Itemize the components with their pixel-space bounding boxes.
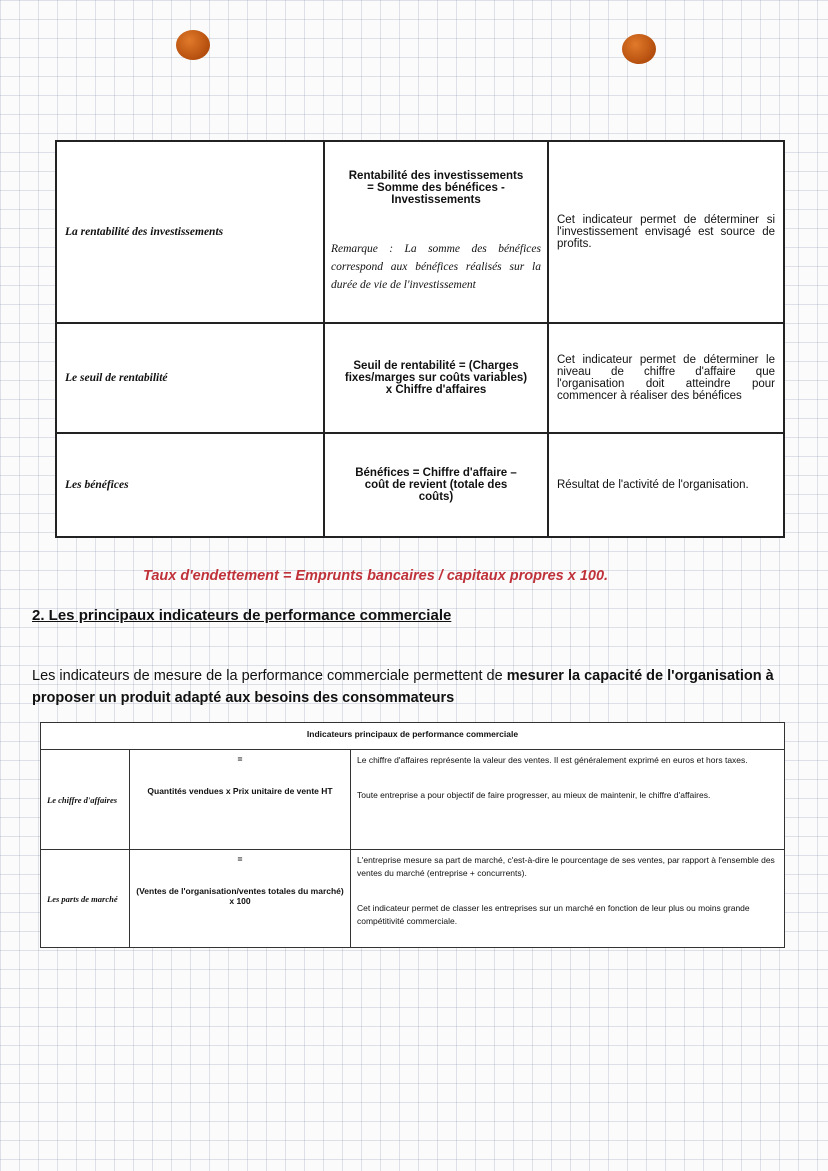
formula-text: (Ventes de l'organisation/ventes totales du marché) x 100 — [136, 886, 344, 906]
formula-text: Quantités vendues x Prix unitaire de vente HT — [147, 786, 333, 796]
indicator-name: Le seuil de rentabilité — [56, 323, 324, 433]
remark-text: Remarque : La somme des bénéfices correspond aux bénéfices réalisés sur la durée de vie de l'investissement — [331, 243, 541, 291]
section-title: 2. Les principaux indicateurs de performance commerciale — [32, 607, 452, 624]
indicator-description: Cet indicateur permet de déterminer si l'investissement envisagé est source de profits. — [548, 141, 784, 323]
indicators-table — [55, 140, 785, 538]
description-text: Cet indicateur permet de classer les entreprises sur un marché en fonction de leur plus ou moins grande compétitivité commerciale. — [357, 903, 750, 926]
description-text: L'entreprise mesure sa part de marché, c'est-à-dire le pourcentage de ses ventes, par rapport à l'ensemble des ventes du marché (entreprise + concurrents). — [357, 855, 775, 878]
table-row — [56, 141, 784, 323]
indicator-name: Les parts de marché — [41, 850, 130, 948]
formula-line: Rentabilité des investissements — [348, 170, 524, 182]
intro-paragraph — [32, 665, 802, 709]
formula-line: coût de revient (totale des — [364, 479, 508, 491]
formula-line: = Somme des bénéfices - — [367, 182, 505, 194]
indicator-description: Cet indicateur permet de déterminer le niveau de chiffre d'affaire que l'organisation doit atteindre pour commencer à réaliser des bénéfices — [548, 323, 784, 433]
pin-icon — [176, 30, 210, 60]
indicator-description: Résultat de l'activité de l'organisation. — [548, 433, 784, 537]
equals-sign: = — [237, 754, 243, 764]
table-header: Indicateurs principaux de performance commerciale — [41, 723, 785, 750]
formula-line: coûts) — [418, 491, 454, 503]
indicator-name: Le chiffre d'affaires — [41, 750, 130, 850]
debt-ratio-formula: Taux d'endettement = Emprunts bancaires / capitaux propres x 100. — [143, 568, 609, 584]
pin-icon — [622, 34, 656, 64]
description-text: Le chiffre d'affaires représente la valeur des ventes. Il est généralement exprimé en euros et hors taxes. — [357, 755, 748, 765]
table-row — [56, 433, 784, 537]
equals-sign: = — [237, 854, 243, 864]
formula-line: Bénéfices = Chiffre d'affaire – — [355, 467, 517, 479]
table-row — [56, 323, 784, 433]
intro-text: Les indicateurs de mesure de la performance commerciale permettent de — [32, 668, 507, 684]
intro-bold-text: mesurer la capacité de l'organisation à proposer un produit adapté aux besoins des consommateurs — [32, 668, 774, 706]
table-header-row — [41, 723, 785, 750]
table-row — [41, 850, 785, 948]
formula-line: fixes/marges sur coûts variables) — [344, 372, 528, 384]
description-text: Toute entreprise a pour objectif de faire progresser, au mieux de maintenir, le chiffre d'affaires. — [357, 790, 711, 800]
formula-line: Seuil de rentabilité = (Charges — [353, 360, 519, 372]
formula-line: x Chiffre d'affaires — [385, 384, 487, 396]
indicator-name: La rentabilité des investissements — [56, 141, 324, 323]
formula-line: Investissements — [391, 194, 481, 206]
commercial-performance-table — [40, 722, 785, 948]
table-row — [41, 750, 785, 850]
indicator-name: Les bénéfices — [56, 433, 324, 537]
